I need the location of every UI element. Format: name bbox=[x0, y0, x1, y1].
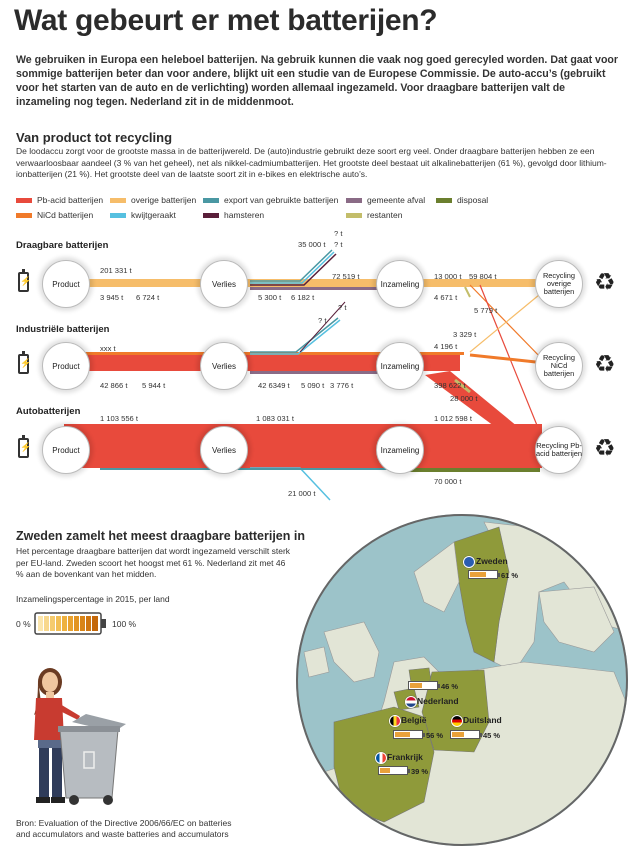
country-label-sweden: Zweden bbox=[476, 556, 508, 566]
flow-ind-to-nicd bbox=[470, 355, 545, 363]
value-label: 70 000 t bbox=[434, 477, 462, 486]
flow-draagbaar-rest bbox=[465, 287, 470, 297]
node-inzameling-draagbaar: Inzameling bbox=[376, 260, 424, 308]
flow-ind-lost bbox=[250, 320, 340, 354]
value-label: 3 945 t bbox=[100, 293, 124, 302]
country-battery-netherlands bbox=[408, 681, 438, 690]
europe-map bbox=[294, 512, 630, 848]
value-label: ? t bbox=[318, 316, 327, 325]
value-label: 59 804 t bbox=[469, 272, 497, 281]
node-product-auto: Product bbox=[42, 426, 90, 474]
node-recycling-pb: Recycling Pb-acid batterijen bbox=[535, 426, 583, 474]
flag-icon-france bbox=[375, 752, 387, 764]
legend-label: export van gebruikte batterijen bbox=[224, 195, 339, 205]
country-battery-france bbox=[378, 766, 408, 775]
node-inzameling-industrieel: Inzameling bbox=[376, 342, 424, 390]
value-label: xxx t bbox=[100, 344, 116, 353]
value-label: ? t bbox=[338, 303, 347, 312]
source-note: Bron: Evaluation of the Directive 2006/66/EC on batteries and accumulators and waste batteries and accumulators bbox=[16, 818, 232, 839]
legend-label: overige batterijen bbox=[131, 195, 197, 205]
country-pct-france: 39 % bbox=[411, 767, 429, 776]
value-label: 1 012 598 t bbox=[434, 414, 473, 423]
country-pct-belgium: 56 % bbox=[426, 731, 444, 740]
country-pct-sweden: 61 % bbox=[501, 571, 519, 580]
value-label: 21 000 t bbox=[288, 489, 316, 498]
value-label: 5 779 t bbox=[474, 306, 498, 315]
person-with-bin-illustration bbox=[20, 660, 140, 810]
section-title-flow: Van product tot recycling bbox=[16, 130, 173, 145]
value-label: 1 083 031 t bbox=[256, 414, 295, 423]
scale-battery bbox=[34, 612, 108, 636]
value-label: 28 000 t bbox=[450, 394, 478, 403]
country-pct-germany: 45 % bbox=[483, 731, 501, 740]
scale-title: Inzamelingspercentage in 2015, per land bbox=[16, 594, 170, 604]
country-label-belgium: België bbox=[401, 715, 427, 725]
node-verlies-industrieel: Verlies bbox=[200, 342, 248, 390]
country-battery-sweden bbox=[468, 570, 498, 579]
node-recycling-nicd: Recycling NiCd batterijen bbox=[535, 342, 583, 390]
battery-icon: ⚡ bbox=[18, 354, 29, 374]
battery-icon: ⚡ bbox=[18, 272, 29, 292]
legend-label: gemeente afval bbox=[367, 195, 426, 205]
intro-text: We gebruiken in Europa een heleboel batterijen. Na gebruik kunnen die vaak nog goed gerecyled worden. Dat gaat voor sommige batterijen beter dan voor andere, blijkt uit een studie van de Europese Commissie. De auto-accu’s (gebruikt voor het starten van de auto en de verlichting) worden allemaal ingezameld. Voor draagbare batterijen valt de inzameling nog tegen. Nederland zit in de middenmoot. bbox=[16, 54, 619, 108]
value-label: 72 519 t bbox=[332, 272, 360, 281]
flow-auto-export bbox=[100, 468, 400, 470]
scale-max-label: 100 % bbox=[112, 619, 137, 629]
section-body-map: Het percentage draagbare batterijen dat wordt ingezameld verschilt sterk per EU-land. Zweden scoort het hoogst met 61 %. Nederland zit met 46 % aan de bovenkant van het midden. bbox=[16, 546, 291, 579]
legend-label: NiCd batterijen bbox=[37, 210, 94, 220]
flag-icon-germany bbox=[451, 715, 463, 727]
legend-label: kwijtgeraakt bbox=[131, 210, 176, 220]
country-battery-fill bbox=[395, 732, 410, 737]
country-label-germany: Duitsland bbox=[463, 715, 502, 725]
node-inzameling-auto: Inzameling bbox=[376, 426, 424, 474]
node-verlies-draagbaar: Verlies bbox=[200, 260, 248, 308]
value-label: 398 622 t bbox=[434, 381, 466, 390]
value-label: 6 724 t bbox=[136, 293, 160, 302]
country-battery-fill bbox=[470, 572, 486, 577]
recycle-icon: ♻ bbox=[594, 269, 616, 296]
battery-icon: ⚡ bbox=[18, 438, 29, 458]
row-title-draagbaar: Draagbare batterijen bbox=[16, 240, 109, 251]
node-product-industrieel: Product bbox=[42, 342, 90, 390]
recycle-icon: ♻ bbox=[594, 435, 616, 462]
value-label: 6 182 t bbox=[291, 293, 315, 302]
value-label: 5 300 t bbox=[258, 293, 282, 302]
country-label-france: Frankrijk bbox=[387, 752, 423, 762]
node-product-draagbaar: Product bbox=[42, 260, 90, 308]
flag-icon-sweden bbox=[463, 556, 475, 568]
value-label: 42 6349 t bbox=[258, 381, 290, 390]
flag-icon-belgium bbox=[389, 715, 401, 727]
page-title: Wat gebeurt er met batterijen? bbox=[14, 4, 438, 37]
value-label: 35 000 t bbox=[298, 240, 326, 249]
country-battery-germany bbox=[450, 730, 480, 739]
scale-min-label: 0 % bbox=[16, 619, 31, 629]
value-label: 3 776 t bbox=[330, 381, 354, 390]
value-label: 201 331 t bbox=[100, 266, 132, 275]
flow-ind-main-b bbox=[234, 355, 460, 371]
section-title-map: Zweden zamelt het meest draagbare batterijen in bbox=[16, 529, 305, 543]
section-body-flow: De loodaccu zorgt voor de grootste massa in de batterijwereld. De (auto)industrie gebruikt deze soort erg veel. Onder draagbare batterijen hebben ze een verwaarloosbaar aandeel (3 % van het geheel), net als nikkel-cadmiumbatterijen. Het grootste deel bestaat uit alkalinebatterijen (61 %), gevolgd door lithium-ionbatterijen (21 %). Het grootste deel van de laatste soort zit in e-bikes en elektrische auto’s. bbox=[16, 146, 607, 179]
country-battery-fill bbox=[452, 732, 464, 737]
country-pct-netherlands: 46 % bbox=[441, 682, 459, 691]
country-battery-fill bbox=[410, 683, 422, 688]
flag-icon-netherlands bbox=[405, 696, 417, 708]
legend-label: disposal bbox=[457, 195, 489, 205]
legend-label: hamsteren bbox=[224, 210, 265, 220]
legend-label: restanten bbox=[367, 210, 403, 220]
value-label: 42 866 t bbox=[100, 381, 128, 390]
country-battery-fill bbox=[380, 768, 390, 773]
row-title-auto: Autobatterijen bbox=[16, 406, 81, 417]
value-label: 13 000 t bbox=[434, 272, 462, 281]
value-label: 5 090 t bbox=[301, 381, 325, 390]
flow-ind-to-overig bbox=[470, 290, 545, 352]
legend-label: Pb-acid batterijen bbox=[37, 195, 104, 205]
flow-auto-disposal bbox=[400, 468, 540, 472]
row-title-industrieel: Industriële batterijen bbox=[16, 324, 110, 335]
country-label-netherlands: Nederland bbox=[417, 696, 459, 706]
value-label: 1 103 556 t bbox=[100, 414, 139, 423]
flow-auto-main bbox=[64, 424, 542, 468]
node-verlies-auto: Verlies bbox=[200, 426, 248, 474]
value-label: 4 196 t bbox=[434, 342, 458, 351]
value-label: ? t bbox=[334, 240, 343, 249]
value-label: 4 671 t bbox=[434, 293, 458, 302]
node-recycling-overig: Recycling overige batterijen bbox=[535, 260, 583, 308]
recycle-icon: ♻ bbox=[594, 351, 616, 378]
value-label: 5 944 t bbox=[142, 381, 166, 390]
value-label: ? t bbox=[334, 229, 343, 238]
value-label: 3 329 t bbox=[453, 330, 477, 339]
country-battery-belgium bbox=[393, 730, 423, 739]
flow-draagbaar-to-nicd bbox=[470, 285, 545, 362]
